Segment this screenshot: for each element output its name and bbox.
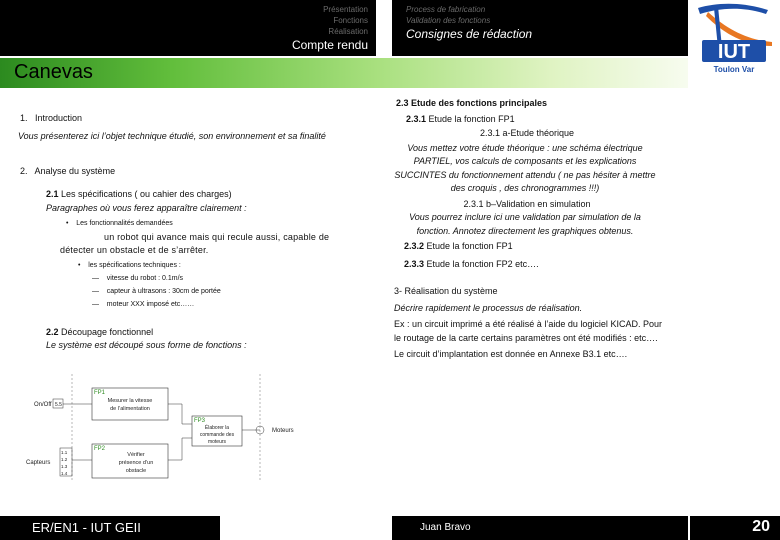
iut-logo-icon — [688, 0, 780, 76]
section-231-heading — [406, 113, 662, 127]
fp1-text: de l’alimentation — [110, 406, 150, 412]
section-1-text: Vous présenterez ici l’objet technique étudié, son environnement et sa finalité — [18, 131, 326, 141]
section-3-example: Ex : un circuit imprimé a été réalisé à l’aide du logiciel KICAD. Pour le routage de la carte certains paramètres ont été modifiés : etc…. — [394, 319, 662, 343]
nav-item-process[interactable]: Process de fabrication — [406, 5, 486, 14]
page-title: Canevas — [14, 61, 93, 83]
section-232-title: Etude la fonction FP1 — [424, 241, 513, 251]
section-22-number: 2.2 — [46, 327, 59, 337]
header-mid-nav — [406, 4, 490, 26]
right-column — [392, 97, 662, 362]
footer-author — [392, 516, 688, 540]
fp2-label: FP2 — [94, 446, 106, 452]
section-3-text: Décrire rapidement le processus de réalisation. — [394, 302, 583, 313]
fp1-label: FP1 — [94, 390, 106, 396]
bullet-specifications-label: les spécifications techniques : — [88, 262, 181, 269]
section-22-text: Le système est découpé sous forme de fonctions : — [46, 340, 247, 350]
bullet-specifications — [78, 260, 358, 271]
logo-subtext: Toulon Var — [713, 65, 755, 74]
section-231-number: 2.3.1 — [406, 113, 427, 124]
section-231-title: Etude la fonction FP1 — [426, 113, 515, 124]
section-21-text: Paragraphes où vous ferez apparaître clairement : — [46, 203, 247, 213]
nav-item-validation[interactable]: Validation des fonctions — [406, 16, 491, 25]
section-22-title: Découpage fonctionnel — [58, 327, 154, 337]
section-233-heading — [404, 258, 662, 272]
section-232-heading — [404, 240, 662, 254]
header-left-nav — [323, 4, 368, 37]
bullet-dot-icon: • — [66, 220, 69, 227]
section-1-heading — [20, 112, 358, 125]
sensor-wire: 1.3 — [61, 464, 68, 469]
footer-course-label: ER/EN1 - IUT GEII — [32, 520, 141, 535]
page-number: 20 — [752, 518, 770, 535]
footer-author-label: Juan Bravo — [420, 522, 471, 533]
sensor-wire: 1.4 — [61, 471, 68, 476]
section-2-number: 2. — [20, 166, 28, 176]
header-left-panel — [0, 0, 376, 56]
fp3-text: commande des — [199, 432, 235, 438]
input-onoff-label: On/Off — [34, 402, 52, 408]
diagram-svg — [26, 372, 302, 482]
section-231b-heading: 2.3.1 b–Validation en simulation — [463, 198, 591, 209]
input-onoff-wire: 5.5 — [55, 402, 62, 408]
nav-item-presentation[interactable]: Présentation — [323, 5, 368, 14]
section-233-number: 2.3.3 — [404, 258, 425, 269]
sensor-wire: 1.2 — [61, 457, 68, 462]
functional-diagram — [26, 372, 302, 482]
section-1-number: 1. — [20, 113, 28, 123]
section-1-title: Introduction — [35, 113, 83, 123]
spec-list — [92, 272, 358, 311]
section-3-heading: 3- Réalisation du système — [394, 286, 498, 296]
logo-text: IUT — [717, 41, 751, 63]
section-21-heading — [46, 188, 358, 201]
nav-item-consignes[interactable]: Consignes de rédaction — [406, 27, 533, 41]
spec-item: — moteur XXX imposé etc…… — [92, 301, 195, 308]
section-233-title: Etude la fonction FP2 etc…. — [424, 258, 539, 269]
section-21-number: 2.1 — [46, 189, 59, 199]
nav-item-realisation[interactable]: Réalisation — [328, 27, 368, 36]
footer-course — [0, 516, 220, 540]
fp2-text: présence d’un — [118, 460, 154, 466]
section-231a-text: Vous mettez votre étude théorique : une schéma électrique PARTIEL, vos calculs de composants et les explications SUCCINTES du fonctionnement attendu ( ne pas hésiter à mettre des croquis , des chronogrammes !!!) — [394, 142, 656, 193]
bullet-fonctionnalites-label: Les fonctionnalités demandées — [76, 220, 173, 227]
section-22-heading — [46, 326, 358, 339]
section-231b-text: Vous pourrez inclure ici une validation par simulation de la fonction. Annotez directement les graphiques obtenus. — [409, 212, 641, 236]
input-sensors-label: Capteurs — [26, 460, 51, 466]
left-column — [18, 112, 358, 352]
spec-item-text: moteur XXX imposé etc…… — [106, 301, 195, 308]
fp3-label: FP3 — [194, 418, 206, 424]
section-21-title: Les spécifications ( ou cahier des charges) — [58, 189, 232, 199]
bullet-fonctionnalites-text: un robot qui avance mais qui recule aussi, capable de détecter un obstacle et de s’arrêter. — [60, 232, 330, 255]
footer-page — [690, 516, 780, 540]
spec-item: — vitesse du robot : 0.1m/s — [92, 275, 184, 282]
section-23-heading: 2.3 Etude des fonctions principales — [396, 98, 548, 108]
section-231a-heading: 2.3.1 a-Etude théorique — [479, 128, 575, 138]
header-mid-panel — [392, 0, 688, 56]
nav-item-fonctions[interactable]: Fonctions — [333, 16, 368, 25]
section-2-title: Analyse du système — [34, 166, 116, 176]
fp3-text: moteurs — [207, 439, 227, 445]
section-232-number: 2.3.2 — [404, 241, 425, 251]
spec-item: — capteur à ultrasons : 30cm de portée — [92, 288, 221, 295]
section-3-annexe: Le circuit d’implantation est donnée en Annexe B3.1 etc…. — [394, 349, 628, 359]
fp2-text: Vérifier — [127, 452, 145, 458]
fp1-text: Mesurer la vitesse — [107, 398, 153, 404]
fp2-text: obstacle — [125, 468, 147, 474]
nav-item-compte-rendu[interactable]: Compte rendu — [291, 38, 368, 52]
title-band — [0, 58, 688, 88]
spec-item-text: vitesse du robot : 0.1m/s — [106, 275, 184, 282]
section-2-heading — [20, 165, 358, 178]
spec-item-text: capteur à ultrasons : 30cm de portée — [106, 288, 221, 295]
bullet-fonctionnalites — [66, 218, 358, 229]
fp3-text: Élaborer la — [204, 425, 230, 431]
sensor-wire: 1.1 — [61, 450, 68, 455]
bullet-dot-icon: • — [78, 262, 81, 269]
iut-logo — [688, 0, 780, 76]
output-motors-label: Moteurs — [272, 428, 294, 434]
